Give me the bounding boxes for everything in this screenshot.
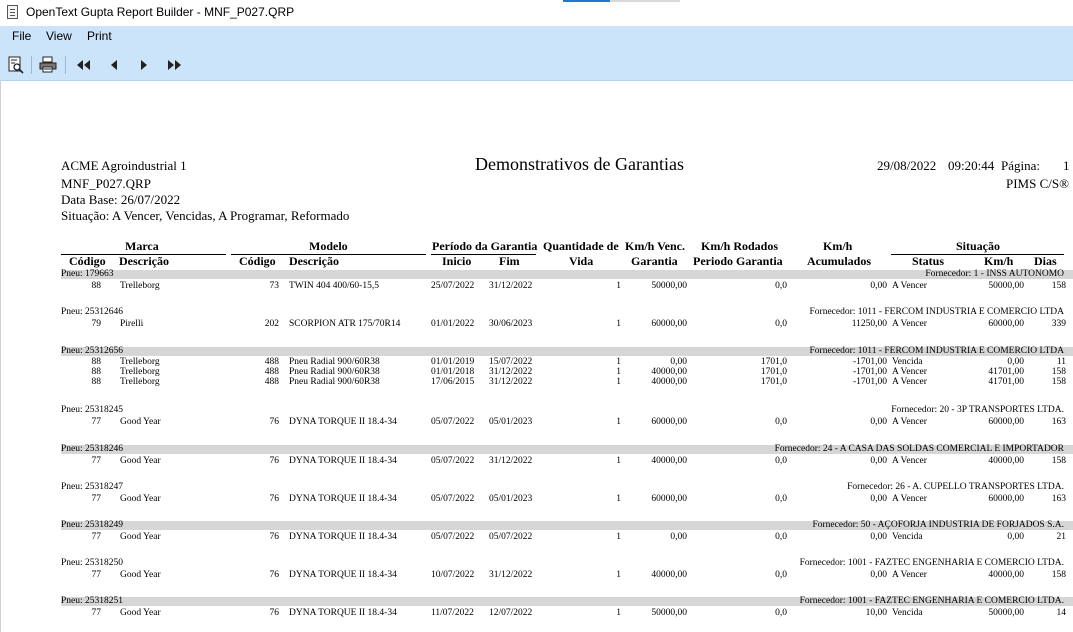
cell-vida: 1 [616,494,621,504]
next-page-icon[interactable] [134,55,154,75]
supplier: Fornecedor: 50 - AÇOFORJA INDUSTRIA DE FORJADOS S.A. [812,520,1064,530]
cell-modelo: SCORPION ATR 175/70R14 [289,319,401,329]
cell-marca: Good Year [120,532,161,542]
cell-codigo-modelo: 488 [264,377,279,387]
app-icon [7,5,18,19]
cell-vida: 1 [616,417,621,427]
cell-status: A Vencer [892,570,927,580]
cell-kmh-venc: 40000,00 [651,367,687,377]
tire-id: Pneu: 25318245 [61,405,124,415]
cell-kmh-acumulados: 11250,00 [851,319,887,329]
cell-kmh-situacao: 0,00 [1007,532,1024,542]
cell-status: A Vencer [892,417,927,427]
cell-kmh-acumulados: 0,00 [870,532,887,542]
cell-kmh-situacao: 41701,00 [988,367,1024,377]
cell-kmh-venc: 40000,00 [651,570,687,580]
cell-kmh-rodados: 0,0 [775,570,787,580]
cell-status: Vencida [892,357,923,367]
header-vida: Vida [569,254,594,268]
cell-modelo: DYNA TORQUE II 18.4-34 [289,494,397,504]
cell-codigo: 77 [91,532,101,542]
cell-modelo: DYNA TORQUE II 18.4-34 [289,456,397,466]
menu-view[interactable]: View [46,29,72,43]
cell-kmh-rodados: 0,0 [775,456,787,466]
cell-codigo-modelo: 202 [264,319,279,329]
cell-marca: Good Year [120,608,161,618]
cell-vida: 1 [616,357,621,367]
cell-kmh-rodados: 0,0 [775,494,787,504]
cell-inicio: 01/01/2018 [431,367,475,377]
cell-kmh-venc: 0,00 [670,532,687,542]
previous-page-icon[interactable] [104,55,124,75]
report-file: MNF_P027.QRP [61,176,151,191]
cell-vida: 1 [616,281,621,291]
cell-status: A Vencer [892,367,927,377]
cell-fim: 31/12/2022 [489,377,533,387]
header-quantidade: Quantidade de [543,239,619,253]
cell-marca: Trelleborg [120,377,160,387]
header-codigo: Código [69,254,106,268]
header-periodo: Período da Garantia [432,239,538,253]
cell-codigo-modelo: 488 [264,367,279,377]
cell-dias: 163 [1051,494,1066,504]
cell-kmh-venc: 40000,00 [651,377,687,387]
cell-dias: 158 [1051,377,1066,387]
table-row [61,532,1073,542]
cell-status: A Vencer [892,456,927,466]
cell-fim: 31/12/2022 [489,456,533,466]
company-name: ACME Agroindustrial 1 [61,158,187,173]
cell-codigo-modelo: 76 [269,456,279,466]
cell-codigo-modelo: 76 [269,494,279,504]
table-row [61,367,1073,377]
menu-file[interactable]: File [12,29,32,43]
window-title: OpenText Gupta Report Builder - MNF_P027.QRP [26,5,295,19]
group-band [61,270,1073,279]
cell-fim: 12/07/2022 [489,608,533,618]
title-bar [0,0,1073,26]
supplier: Fornecedor: 24 - A CASA DAS SOLDAS COMERCIAL E IMPORTADOR [774,444,1064,454]
cell-kmh-situacao: 40000,00 [988,570,1024,580]
cell-modelo: Pneu Radial 900/60R38 [289,367,380,377]
table-row [61,417,1073,427]
cell-kmh-situacao: 40000,00 [988,456,1024,466]
cell-fim: 30/06/2023 [489,319,533,329]
cell-vida: 1 [616,319,621,329]
cell-modelo: Pneu Radial 900/60R38 [289,357,380,367]
header-dias: Dias [1034,254,1057,268]
cell-inicio: 05/07/2022 [431,494,475,504]
cell-codigo: 77 [91,417,101,427]
cell-kmh-rodados: 1701,0 [760,357,787,367]
cell-inicio: 05/07/2022 [431,532,475,542]
cell-vida: 1 [616,456,621,466]
cell-kmh-venc: 0,00 [670,357,687,367]
report-date: 29/08/2022 [877,158,937,173]
cell-kmh-rodados: 0,0 [775,281,787,291]
situacao-filter: Situação: A Vencer, Vencidas, A Programar, Reformado [61,208,350,223]
cell-status: A Vencer [892,281,927,291]
cell-fim: 05/01/2023 [489,417,533,427]
header-marca: Marca [125,239,159,253]
cell-kmh-acumulados: 0,00 [870,456,887,466]
page-label: Página: [1001,158,1040,173]
cell-kmh-situacao: 41701,00 [988,377,1024,387]
titlebar-accent [563,0,610,2]
cell-inicio: 10/07/2022 [431,570,475,580]
cell-kmh-venc: 60000,00 [651,494,687,504]
cell-codigo: 77 [91,570,101,580]
header-descricao: Descrição [119,254,169,268]
cell-status: Vencida [892,532,923,542]
table-row [61,608,1073,618]
cell-fim: 31/12/2022 [489,281,533,291]
cell-codigo-modelo: 76 [269,532,279,542]
cell-vida: 1 [616,367,621,377]
data-base: Data Base: 26/07/2022 [61,192,181,207]
cell-modelo: DYNA TORQUE II 18.4-34 [289,417,397,427]
cell-codigo: 77 [91,456,101,466]
cell-kmh-acumulados: 0,00 [870,281,887,291]
cell-kmh-acumulados: 0,00 [870,494,887,504]
cell-kmh-situacao: 60000,00 [988,319,1024,329]
cell-dias: 11 [1056,357,1066,367]
menu-print[interactable]: Print [87,29,112,43]
cell-marca: Good Year [120,456,161,466]
cell-marca: Good Year [120,570,161,580]
header-kmh-situacao: Km/h [984,254,1014,268]
table-row [61,570,1073,580]
header-fim: Fim [499,254,520,268]
cell-codigo: 79 [91,319,101,329]
cell-marca: Good Year [120,494,161,504]
cell-kmh-situacao: 60000,00 [988,417,1024,427]
cell-kmh-rodados: 0,0 [775,608,787,618]
cell-kmh-situacao: 0,00 [1007,357,1024,367]
cell-codigo-modelo: 76 [269,608,279,618]
toolbar-separator [65,56,66,74]
header-situacao: Situação [956,239,1001,253]
cell-codigo: 77 [91,494,101,504]
cell-dias: 21 [1056,532,1066,542]
cell-modelo: TWIN 404 400/60-15,5 [289,281,379,291]
cell-codigo: 88 [91,281,101,291]
print-preview-icon[interactable] [6,55,26,75]
cell-kmh-venc: 60000,00 [651,319,687,329]
supplier: Fornecedor: 1001 - FAZTEC ENGENHARIA E COMERCIO LTDA. [799,558,1064,568]
tire-id: Pneu: 179663 [61,269,114,279]
header-kmh-rodados: Km/h Rodados [701,239,779,253]
tire-id: Pneu: 25318249 [61,520,124,530]
supplier: Fornecedor: 1001 - FAZTEC ENGENHARIA E COMERCIO LTDA. [799,596,1064,606]
header-garantia: Garantia [631,254,678,268]
cell-codigo-modelo: 488 [264,357,279,367]
table-row [61,357,1073,367]
cell-modelo: DYNA TORQUE II 18.4-34 [289,532,397,542]
report-time: 09:20:44 [948,158,995,173]
cell-kmh-acumulados: -1701,00 [852,377,887,387]
cell-dias: 158 [1051,570,1066,580]
cell-kmh-situacao: 50000,00 [988,608,1024,618]
cell-marca: Trelleborg [120,367,160,377]
cell-codigo: 88 [91,357,101,367]
cell-marca: Trelleborg [120,281,160,291]
table-row [61,319,1073,329]
cell-marca: Pirelli [120,319,144,329]
header-status: Status [912,254,945,268]
cell-inicio: 11/07/2022 [431,608,474,618]
table-row [61,377,1073,387]
tire-id: Pneu: 25312646 [61,307,124,317]
supplier: Fornecedor: 1 - INSS AUTONOMO [925,269,1064,279]
header-kmh: Km/h [823,239,853,253]
tire-id: Pneu: 25318247 [61,482,124,492]
system-name: PIMS C/S® [1006,176,1069,191]
cell-inicio: 17/06/2015 [431,377,475,387]
cell-kmh-venc: 50000,00 [651,281,687,291]
cell-kmh-situacao: 60000,00 [988,494,1024,504]
cell-kmh-venc: 40000,00 [651,456,687,466]
tire-id: Pneu: 25318250 [61,558,124,568]
cell-codigo: 77 [91,608,101,618]
cell-vida: 1 [616,377,621,387]
supplier: Fornecedor: 1011 - FERCOM INDUSTRIA E COMERCIO LTDA [809,346,1064,356]
cell-dias: 158 [1051,456,1066,466]
cell-kmh-rodados: 1701,0 [760,377,787,387]
cell-inicio: 05/07/2022 [431,417,475,427]
tire-id: Pneu: 25318251 [61,596,124,606]
printer-icon[interactable] [38,55,58,75]
header-kmh-venc: Km/h Venc. [625,239,686,253]
cell-codigo: 88 [91,367,101,377]
table-row [61,456,1073,466]
cell-inicio: 01/01/2022 [431,319,475,329]
cell-kmh-acumulados: -1701,00 [852,367,887,377]
cell-kmh-venc: 50000,00 [651,608,687,618]
cell-kmh-situacao: 50000,00 [988,281,1024,291]
cell-fim: 05/07/2022 [489,532,533,542]
cell-marca: Good Year [120,417,161,427]
first-page-icon[interactable] [74,55,94,75]
cell-fim: 31/12/2022 [489,570,533,580]
tire-id: Pneu: 25318246 [61,444,124,454]
cell-inicio: 25/07/2022 [431,281,475,291]
cell-vida: 1 [616,570,621,580]
toolbar-separator [31,56,32,74]
cell-status: Vencida [892,608,923,618]
cell-codigo-modelo: 73 [269,281,279,291]
table-row [61,494,1073,504]
cell-codigo: 88 [91,377,101,387]
cell-kmh-rodados: 0,0 [775,532,787,542]
cell-modelo: Pneu Radial 900/60R38 [289,377,380,387]
cell-codigo-modelo: 76 [269,570,279,580]
header-codigo-modelo: Código [239,254,276,268]
header-descricao-modelo: Descrição [289,254,339,268]
cell-kmh-acumulados: 0,00 [870,570,887,580]
cell-fim: 31/12/2022 [489,367,533,377]
cell-dias: 339 [1051,319,1066,329]
report-page [0,81,1073,632]
table-row [61,281,1073,291]
titlebar-accent-gray [610,0,680,2]
cell-dias: 158 [1051,367,1066,377]
cell-kmh-rodados: 0,0 [775,417,787,427]
page-number: 1 [1063,158,1070,173]
header-acumulados: Acumulados [807,254,872,268]
cell-vida: 1 [616,532,621,542]
cell-kmh-rodados: 0,0 [775,319,787,329]
report-title: Demonstrativos de Garantias [475,154,684,174]
toolbar [0,48,1073,81]
tire-id: Pneu: 25312656 [61,346,124,356]
cell-kmh-acumulados: 10,00 [865,608,887,618]
cell-fim: 05/01/2023 [489,494,533,504]
cell-dias: 158 [1051,281,1066,291]
header-modelo: Modelo [309,239,348,253]
cell-status: A Vencer [892,494,927,504]
supplier: Fornecedor: 26 - A. CUPELLO TRANSPORTES LTDA. [847,482,1064,492]
cell-dias: 14 [1056,608,1066,618]
supplier: Fornecedor: 1011 - FERCOM INDUSTRIA E COMERCIO LTDA [809,307,1064,317]
cell-kmh-acumulados: -1701,00 [852,357,887,367]
header-periodo-garantia: Periodo Garantia [693,254,783,268]
cell-status: A Vencer [892,377,927,387]
cell-vida: 1 [616,608,621,618]
cell-marca: Trelleborg [120,357,160,367]
cell-kmh-rodados: 1701,0 [760,367,787,377]
cell-kmh-venc: 60000,00 [651,417,687,427]
cell-modelo: DYNA TORQUE II 18.4-34 [289,570,397,580]
cell-inicio: 01/01/2019 [431,357,475,367]
cell-fim: 15/07/2022 [489,357,533,367]
cell-kmh-acumulados: 0,00 [870,417,887,427]
cell-inicio: 05/07/2022 [431,456,475,466]
last-page-icon[interactable] [164,55,184,75]
menu-bar [0,26,1073,48]
cell-modelo: DYNA TORQUE II 18.4-34 [289,608,397,618]
cell-dias: 163 [1051,417,1066,427]
cell-codigo-modelo: 76 [269,417,279,427]
header-inicio: Inicio [442,254,472,268]
cell-status: A Vencer [892,319,927,329]
supplier: Fornecedor: 20 - 3P TRANSPORTES LTDA. [891,405,1064,415]
